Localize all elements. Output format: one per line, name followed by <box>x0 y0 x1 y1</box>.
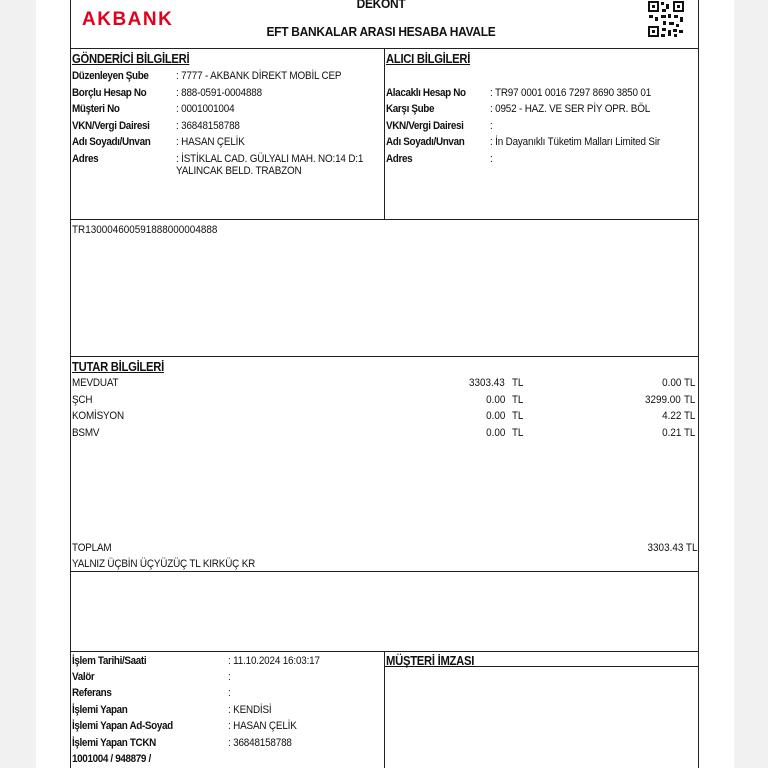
transaction-value: : <box>228 671 231 683</box>
sender-heading: GÖNDERİCİ BİLGİLERİ <box>72 52 190 66</box>
amount-label: ŞCH <box>72 394 93 406</box>
sender-address-line2: YALINCAK BELD. TRABZON <box>176 165 302 177</box>
receiver-label: Adres <box>386 153 413 165</box>
transaction-label: İşlem Tarihi/Saati <box>72 655 147 667</box>
sender-value: : 888-0591-0004888 <box>176 87 262 99</box>
akbank-logo: AKBANK <box>82 9 174 30</box>
amount-right: 3299.00 <box>645 394 681 406</box>
amount-left: 0.00 <box>485 427 505 439</box>
sender-value: : HASAN ÇELİK <box>176 136 245 148</box>
amount-right-currency: TL <box>684 394 696 406</box>
receiver-value: : <box>490 120 493 132</box>
sender-value: : İSTİKLAL CAD. GÜLYALI MAH. NO:14 D:1 <box>176 153 364 165</box>
amount-left-currency: TL <box>512 394 524 406</box>
receiver-heading: ALICI BİLGİLERİ <box>386 52 471 66</box>
amount-left-currency: TL <box>512 427 524 439</box>
receipt-page <box>36 0 734 768</box>
amount-right-currency: TL <box>684 410 696 422</box>
receiver-label: Karşı Şube <box>386 103 435 115</box>
amount-label: KOMİSYON <box>72 410 124 422</box>
receiver-label: Adı Soyadı/Unvan <box>386 136 465 148</box>
transaction-label: İşlemi Yapan <box>72 704 128 716</box>
description-text: TR130004600591888000004888 <box>72 224 218 236</box>
amount-left: 3303.43 <box>469 377 505 389</box>
transaction-value: : 36848158788 <box>228 737 292 749</box>
total-value: 3303.43 TL <box>647 542 697 554</box>
receiver-label: Alacaklı Hesap No <box>386 87 466 99</box>
receiver-value: : <box>490 153 493 165</box>
amount-in-words: YALNIZ ÜÇBİN ÜÇYÜZÜÇ TL KIRKÜÇ KR <box>72 558 256 570</box>
sender-label: Adres <box>72 153 99 165</box>
footer-reference: 1001004 / 948879 / <box>72 753 151 765</box>
amount-left-currency: TL <box>512 410 524 422</box>
amount-right: 4.22 <box>661 410 681 422</box>
sender-label: VKN/Vergi Dairesi <box>72 120 150 132</box>
sender-label: Düzenleyen Şube <box>72 70 149 82</box>
transaction-value: : KENDİSİ <box>228 704 272 716</box>
amounts-heading: TUTAR BİLGİLERİ <box>72 360 164 374</box>
transaction-label: Valör <box>72 671 95 683</box>
transaction-label: Referans <box>72 687 112 699</box>
receiver-value: : İn Dayanıklı Tüketim Malları Limited Sir <box>490 136 660 148</box>
transaction-label: İşlemi Yapan TCKN <box>72 737 156 749</box>
doc-title: EFT BANKALAR ARASI HESABA HAVALE <box>266 24 496 39</box>
qr-code-icon <box>647 0 685 38</box>
receiver-value: : TR97 0001 0016 7297 8690 3850 01 <box>490 87 652 99</box>
total-label: TOPLAM <box>72 542 112 554</box>
amount-left-currency: TL <box>512 377 524 389</box>
amount-right-currency: TL <box>684 377 696 389</box>
amount-right-currency: TL <box>684 427 696 439</box>
amount-left: 0.00 <box>485 410 505 422</box>
amount-right: 0.21 <box>661 427 681 439</box>
transaction-value: : 11.10.2024 16:03:17 <box>228 655 320 667</box>
doc-type: DEKONT <box>356 0 406 11</box>
sender-label: Müşteri No <box>72 103 120 115</box>
transaction-value: : <box>228 687 231 699</box>
sender-label: Borçlu Hesap No <box>72 87 147 99</box>
sender-value: : 7777 - AKBANK DİREKT MOBİL CEP <box>176 70 342 82</box>
amount-label: MEVDUAT <box>72 377 119 389</box>
amount-label: BSMV <box>72 427 100 439</box>
amount-right: 0.00 <box>661 377 681 389</box>
amount-left: 0.00 <box>485 394 505 406</box>
sender-value: : 36848158788 <box>176 120 240 132</box>
signature-heading: MÜŞTERİ İMZASI <box>386 654 475 668</box>
transaction-value: : HASAN ÇELİK <box>228 720 297 732</box>
sender-value: : 0001001004 <box>176 103 235 115</box>
receiver-value: : 0952 - HAZ. VE SER PİY OPR. BÖL <box>490 103 651 115</box>
receiver-label: VKN/Vergi Dairesi <box>386 120 464 132</box>
transaction-label: İşlemi Yapan Ad-Soyad <box>72 720 173 732</box>
sender-label: Adı Soyadı/Unvan <box>72 136 151 148</box>
